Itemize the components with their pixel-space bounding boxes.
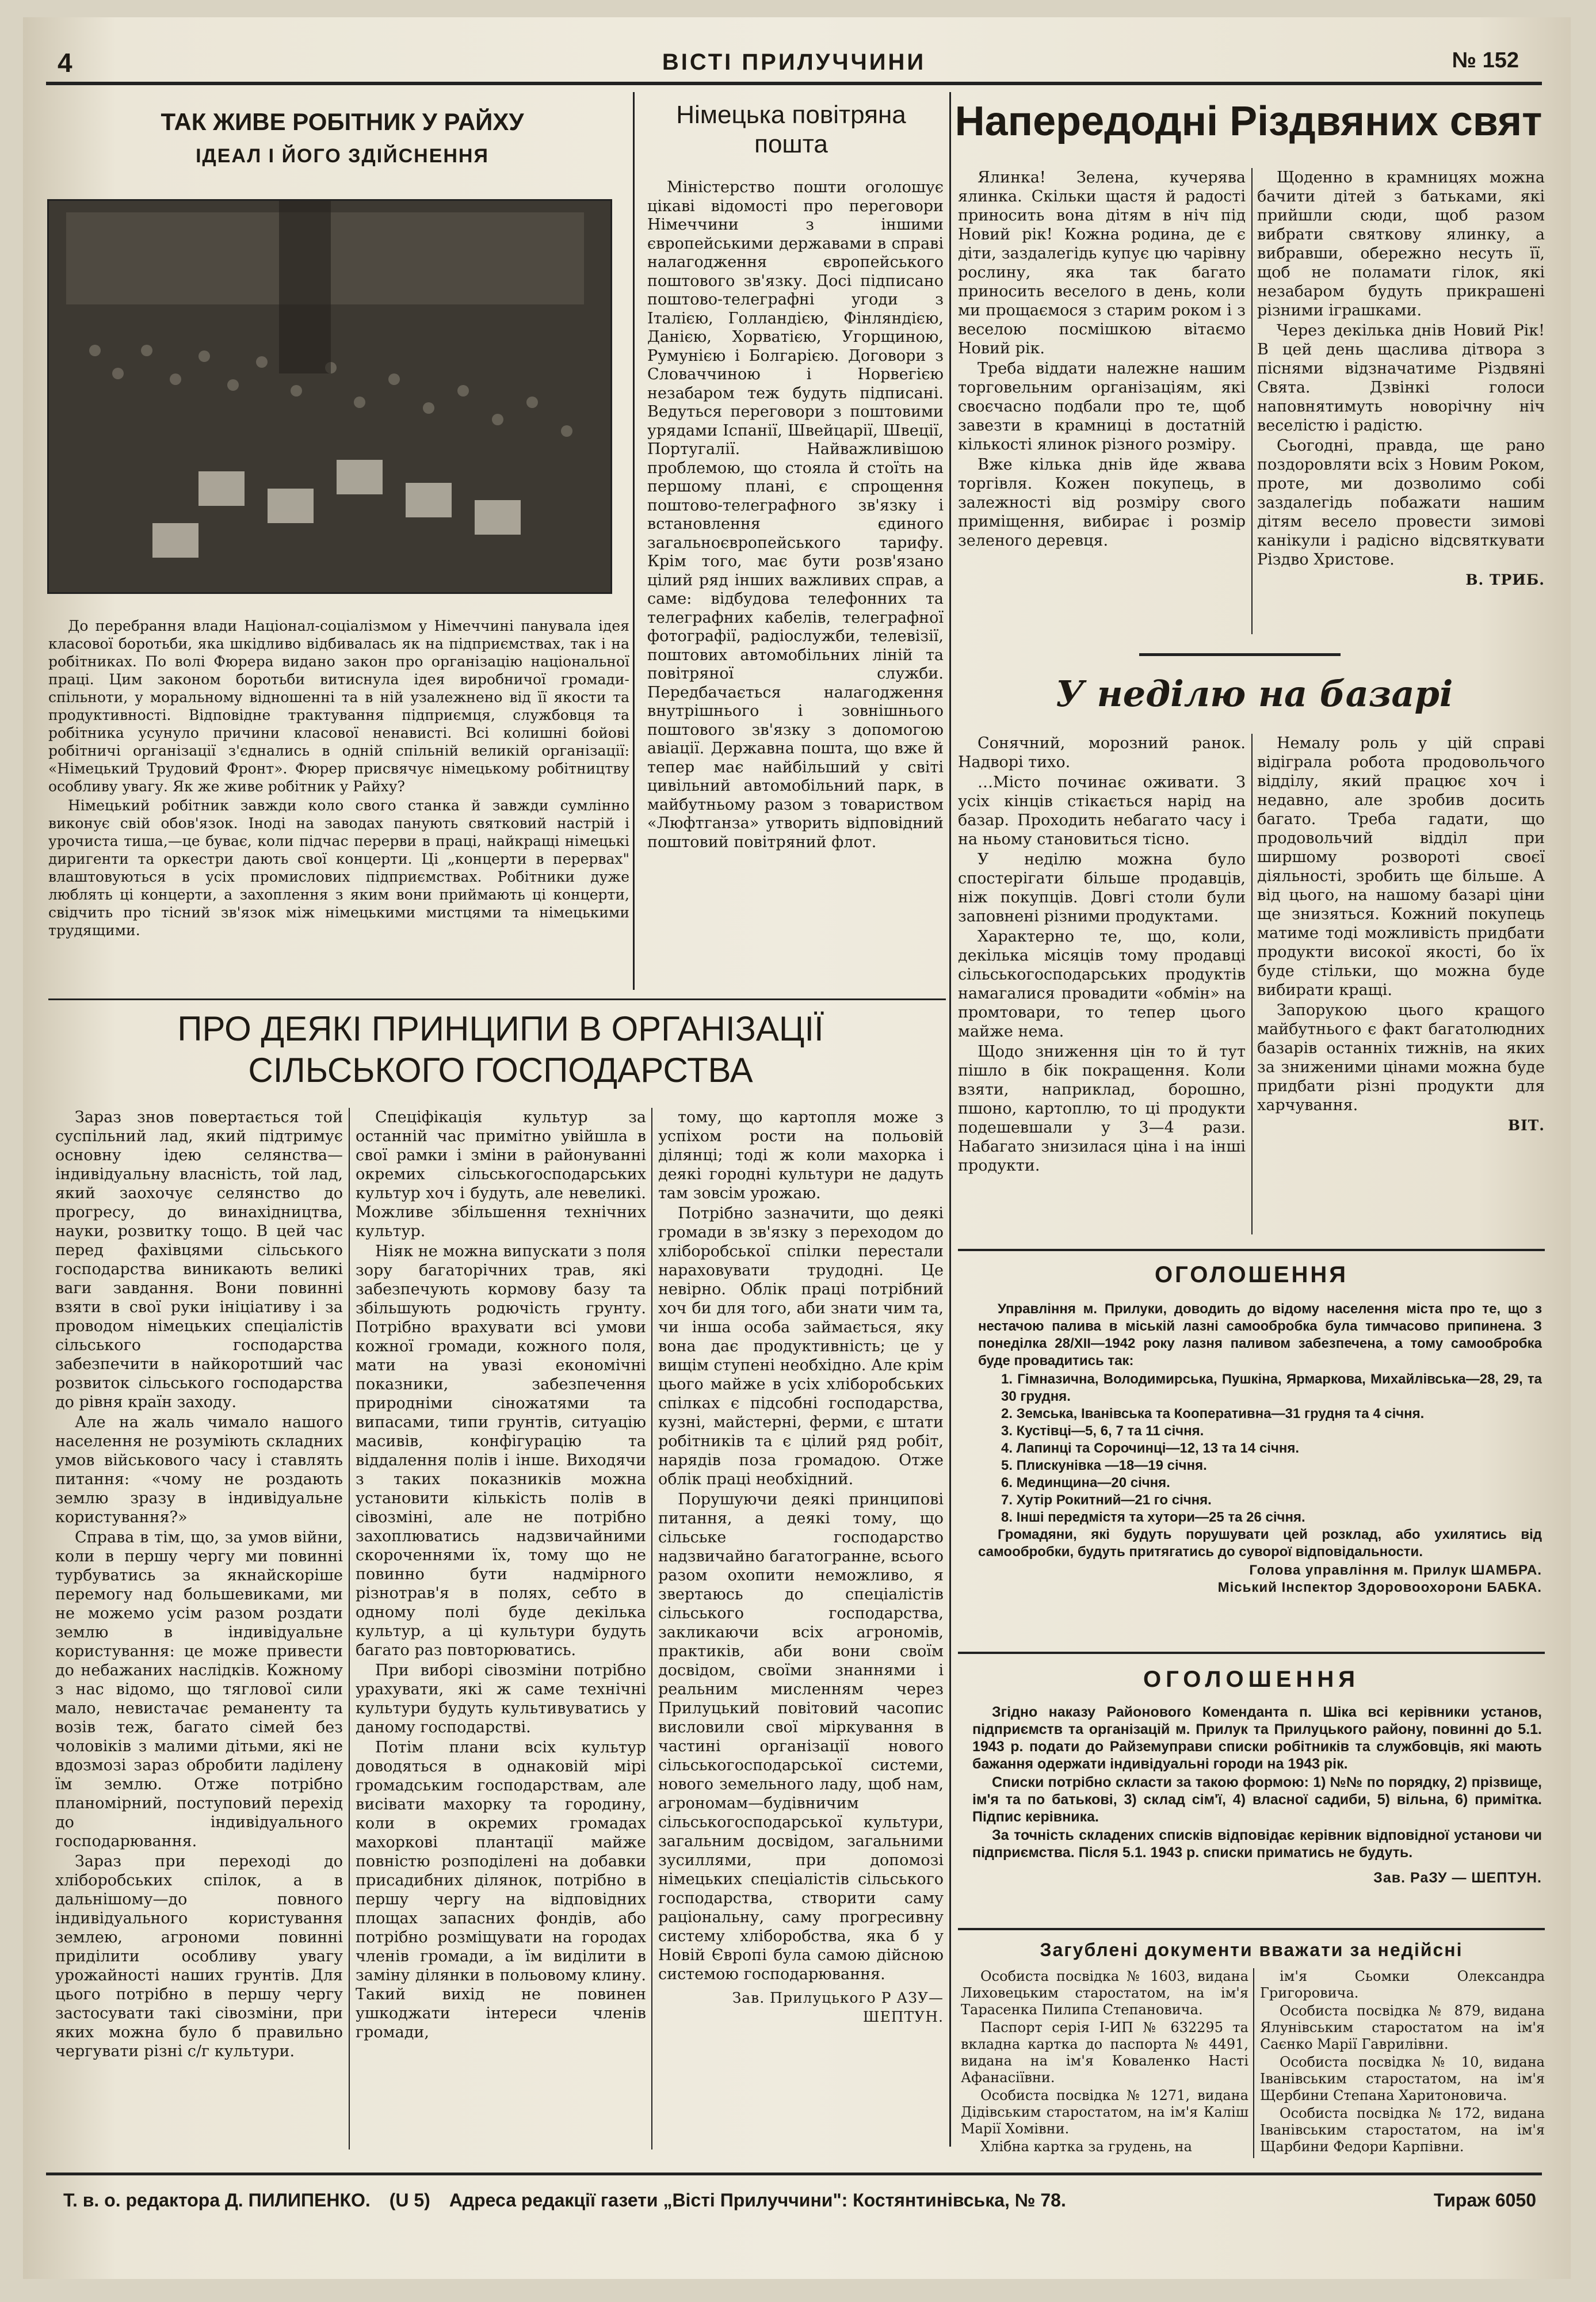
section-divider xyxy=(1139,653,1341,656)
christmas-col1 xyxy=(958,168,1246,551)
lost-doc-entry: Особиста посвідка № 1271, видана Дідівським старостатом, на ім'я Каліш Марії Хомівни. xyxy=(961,2087,1248,2137)
ad1-schedule-item: 4. Лапинці та Сорочинці—12, 13 та 14 січня. xyxy=(1001,1440,1300,1456)
airmail-text xyxy=(647,178,944,853)
agri-signature-name: ШЕПТУН. xyxy=(862,2008,944,2025)
agri-paragraph: Зараз при переході до хліборобських спілок, а в дальнішому—до повного індивідуального користування землею, агрономи повинні приділити особливу увагу урожайності наших грунтів. Для цього потрібно в першу чергу застосувати такі сівозміни, при яких можна було б правильно чергувати різні с/г культури. xyxy=(55,1853,343,2060)
workers-subtitle: ІДЕАЛ І ЙОГО ЗДІЙСНЕННЯ xyxy=(196,145,489,167)
market-paragraph: Немалу роль у цій справі відіграла робота продовольчого відділу, який працює хоч і недавно, але зробив досить багато. Треба гадати, що продовольчий відділ при ширшому розвороті своєї діяльності, зробить ще більше. А від цього, на нашому базарі ціни ще знизяться. Кожний покупець матиме тоді можливість придбати продукти високої якості, бо їх буде стільки, що можна буде вибирати кращі. xyxy=(1257,734,1545,999)
agri-paragraph: Потім плани всіх культур доводяться в однаковій мірі громадським господарствам, але висівати махорку та городину, коли в окремих громадах махоркові плантації майже повністю розподілені на добавки присадибних ділянок, потрібно в першу чергу на відповідних площах запасних фондів, або потрібно розміщувати на городах членів громади, а їм виділити в заміну ділянки в польовому клину. Такий вихід не повинен ушкоджати інтереси членів громади, xyxy=(356,1739,646,2041)
ad1-schedule-item: 3. Кустівці—5, 6, 7 та 11 січня. xyxy=(1001,1423,1204,1439)
agri-paragraph: Зараз знов повертається той суспільний лад, який підтримує основну ідею селянства—індивідуальну власність, той лад, який заохочує селянство до прогресу, до винахідництва, науки, розвитку тощо. В цей час перед фахівцями сільського господарства виникають великі ваги завдання. Вони повинні взяти в свої руки ініціативу і за проводом німецьких спеціалістів сільського господарства забезпечити в найкоротший час розвиток сільського господарства до рівня країн заходу. xyxy=(55,1108,343,1411)
market-paragraph: Запорукою цього кращого майбутнього є факт багатолюдних базарів останніх тижнів, на яких за зниженими цінами можна буде придбати різні продукти для харчування. xyxy=(1257,1001,1545,1114)
christmas-signature: В. ТРИБ. xyxy=(1465,571,1545,588)
lost-doc-entry: Паспорт серія І-ИП № 632295 та вкладна картка до паспорта № 4491, видана на ім'я Коваленко Насті Афанасіївни. xyxy=(961,2019,1248,2086)
section-divider xyxy=(48,998,946,1000)
agri-paragraph: тому, що картопля може з успіхом рости на польовій ділянці; тоді ж коли махорка і деякі городні культури не дадуть там зовсім урожаю. xyxy=(658,1108,944,1202)
market-paragraph: Сонячний, морозний ранок. Надворі тихо. xyxy=(958,734,1246,771)
workers-paragraph: Німецький робітник завжди коло свого станка й завжди сумлінно виконує свій обов'язок. Іноді на заводах панують святковий настрій і урочиста тиша,—це буває, коли підчас перерви в праці, найкращі німецькі диригенти та оркестри дають свої концерти. Ці „концерти в перервах" влаштовуються в усіх промислових підприємствах. Робітники дуже люблять ці концерти, а захоплення з яким вони приймають ці концерти, свідчить про тісний зв'язок між німецькими мистцями та німецькими трудящими. xyxy=(48,797,629,939)
christmas-col2 xyxy=(1257,168,1545,589)
issue-number: № 152 xyxy=(1452,48,1519,73)
footer-rule xyxy=(46,2173,1542,2175)
agri-paragraph: Справа в тім, що, за умов війни, коли в першу чергу ми повинні турбуватись за якнайскоріше перемогу над большевиками, ми не можемо усім разом роздати землю в індивідуальне користування: це може привести до небажаних наслідків. Кожному з нас відомо, що тяглової сили мало, невистачає реманенту та возів теж, багато сімей без чоловіків з малими дітьми, які не вдозмозі зараз обробити ладілену їм землю. Отже потрібно планомірний, поступовий перехід до індивідуального господарювання. xyxy=(55,1529,343,1850)
ad1-schedule-item: 5. Плискунівка —18—19 січня. xyxy=(1001,1458,1207,1473)
ad1-schedule-item: 8. Інші передмістя та хутори—25 та 26 січня. xyxy=(1001,1510,1305,1525)
ad1-schedule xyxy=(978,1371,1542,1526)
market-paragraph: Щодо зниження цін то й тут пішло в бік покращення. Коли взяти, наприклад, борошно, пшоно, картоплю, то ці продукти подешевшали у 3—4 рази. Набагато знизилася ціна і на інші продукти. xyxy=(958,1043,1246,1175)
ad1-schedule-item: 1. Гімназична, Володимирська, Пушкіна, Ярмаркова, Михайлівська—28, 29, та 30 грудня. xyxy=(1001,1371,1542,1404)
market-signature: ВІТ. xyxy=(1507,1117,1545,1134)
ad2-body xyxy=(972,1703,1542,1886)
agri-paragraph: Спеціфікація культур за останній час примітно увійшла в свої рамки і зміни в районуванні окремих сільськогосподарських культур хоч і будуть, але невеликі. Можливе збільшення технічних культур. xyxy=(356,1108,646,1240)
agri-title: ПРО ДЕЯКІ ПРИНЦИПИ В ОРГАНІЗАЦІЇ СІЛЬСЬКОГО ГОСПОДАРСТВА xyxy=(177,1009,824,1089)
ad2-paragraph: Згідно наказу Районового Коменданта п. Шіка всі керівники установ, підприємств та організацій м. Прилук та Прилуцького району, повинні до 5.1. 1943 р. подати до Райземуправи списки робітників та службовців, які мають бажання одержати індивідуальні городи на 1943 рік. xyxy=(972,1704,1542,1772)
workers-text xyxy=(48,617,629,940)
column-divider xyxy=(949,92,951,2147)
ad2-paragraph: Списки потрібно скласти за такою формою: 1) №№ по порядку, 2) прізвище, ім'я та по батькові, 3) склад сім'ї, 4) власної садиби, 5) вільна, 6) примітка. Підпис керівника. xyxy=(972,1774,1542,1825)
section-divider xyxy=(958,1249,1545,1251)
lost-docs-col1 xyxy=(961,1968,1248,2156)
ad1-signature-inspector: Міський Інспектор Здоровоохорони БАБКА. xyxy=(1217,1580,1542,1595)
christmas-paragraph: Ялинка! Зелена, кучерява ялинка. Скільки щастя й радості приносить вона дітям в ніч під Новий рік! Кожна родина, де є діти, заздалегідь купує цю чарівну рослину, яка так багато приносить веселого в день, коли ми прощаємося з старим роком і з веселою посмішкою вітаємо Новий рік. xyxy=(958,169,1246,357)
newspaper-title: ВІСТІ ПРИЛУЧЧИНИ xyxy=(662,49,926,75)
footer-address: Адреса редакції газети „Вісті Прилуччини": Костянтинівська, № 78. xyxy=(449,2190,1066,2210)
column-divider xyxy=(1251,734,1253,1234)
lost-doc-entry: ім'я Сьомки Олександра Григоровича. xyxy=(1260,1968,1545,2001)
ad1-body xyxy=(978,1301,1542,1596)
agri-paragraph: Але на жаль чимало нашого населення не розуміють складних умов військового часу і ставлять питання: «чому не роздають землю зразу в індивідуальне користування?» xyxy=(55,1413,343,1526)
workers-title: ТАК ЖИВЕ РОБІТНИК У РАЙХУ xyxy=(161,108,524,135)
christmas-paragraph: Щоденно в крамницях можна бачити дітей з батьками, які прийшли сюди, щоб разом вибрати святкову ялинку, а вибравши, обережно несуть її, щоб не поламати гілок, які незабаром будуть прикрашені різними іграшками. xyxy=(1257,169,1545,319)
column-divider xyxy=(1251,168,1253,634)
page-number: 4 xyxy=(58,48,72,78)
market-paragraph: У неділю можна було спостерігати більше продавців, ніж покупців. Довгі столи були заповнені різними продуктами. xyxy=(958,851,1246,925)
agri-col3 xyxy=(658,1108,944,2026)
christmas-title: Напередодні Різдвяних свят xyxy=(954,98,1542,144)
lost-doc-entry: Особиста посвідка № 1603, видана Лиховецьким старостатом, на ім'я Тарасенка Пилипа Степановича. xyxy=(961,1968,1248,2018)
lost-doc-entry: Хлібна картка за грудень, на xyxy=(980,2139,1192,2155)
footer xyxy=(63,2190,1536,2219)
workers-photo xyxy=(47,199,612,594)
ad1-schedule-item: 6. Мединщина—20 січня. xyxy=(1001,1475,1170,1491)
ad1-signature-head: Голова управління м. Прилук ШАМБРА. xyxy=(1249,1562,1542,1578)
market-col1 xyxy=(958,734,1246,1176)
christmas-paragraph: Через декілька днів Новий Рік! В цей день щаслива дітвора з піснями відзначатиме Різдвяні Свята. Дзвінкі голоси наповнятимуть новорічну ніч веселістю і радістю. xyxy=(1257,322,1545,435)
ad1-note: Громадяни, які будуть порушувати цей розклад, або ухилятись від самообробки, будуть притягатись до суворої відповідальности. xyxy=(978,1527,1542,1560)
christmas-paragraph: Треба віддати належне нашим торговельним організаціям, які своєчасно подбали про те, щоб завезти в крамниці в достатній кількості ялинок різного розміру. xyxy=(958,360,1246,453)
column-divider xyxy=(1253,1968,1254,2158)
agri-paragraph: Ніяк не можна випускати з поля зору багаторічних трав, які забезпечують кормову базу та збільшують родючість грунту. Потрібно врахувати всі умови кожної громади, кожного поля, мати на увазі економічні показники, забезпечення природніми сіножатями та випасами, типи грунтів, ситуацію масивів, конфігурацію та віддалення полів і інше. Виходячи з таких показників можна установити кількість полів в сівозміні, але не потрібно захоплюватись надзвичайними скороченнями їх, тому що не повинно бути надмірного різнотрав'я в полях, себто в одному полі буде декілька культур, а ці культури будуть багато раз повторюватись. xyxy=(356,1243,646,1659)
footer-code: (U 5) xyxy=(389,2190,430,2210)
ad1-schedule-item: 7. Хутір Рокитний—21 го січня. xyxy=(1001,1492,1212,1508)
footer-circulation: Тираж 6050 xyxy=(1433,2190,1536,2210)
lost-doc-entry: Особиста посвідка № 10, видана Іванівським старостатом, на ім'я Щербини Степана Харитоновича. xyxy=(1260,2054,1545,2103)
lost-doc-entry: Особиста посвідка № 879, видана Ялунівським старостатом на ім'я Саєнко Марії Гаврилівни. xyxy=(1260,2003,1545,2052)
column-divider xyxy=(633,92,635,990)
market-paragraph: Характерно те, що, коли, декілька місяців тому продавці сільськогосподарських продуктів намагалися провадити «обмін» на промтовари, то тепер цього майже нема. xyxy=(958,928,1246,1041)
agri-paragraph: При виборі сівозміни потрібно урахувати, які ж саме технічні культури будуть культивуватись у даному господарстві. xyxy=(356,1661,646,1736)
ad2-signature: Зав. РаЗУ — ШЕПТУН. xyxy=(1373,1870,1542,1886)
agri-paragraph: Порушуючи деякі принципові питання, а деякі тому, що сільське господарство надзвичайно багатогранне, всього разом охопити неможливо, я звертаюсь до спеціалістів сільського господарства, закликаючи всіх агрономів, практиків, аби вони своїм досвідом, своїми знаннями і реальним мисленням через Прилуцький повітовий часопис висловили свої міркування в частині організації нового сільськогосподарської системи, нового земельного ладу, щоб нам, агрономам—будівничим сільськогосподарської культури, загальним досвідом, загальними зусиллями, при допомозі німецьких спеціалістів сільського господарства, створити саму раціональну, саму прогресивну систему хліборобства, яка б у Новій Європі була самою дійсною системою господарювання. xyxy=(658,1491,944,1983)
market-col2 xyxy=(1257,734,1545,1135)
ad2-title: ОГОЛОШЕННЯ xyxy=(1143,1667,1360,1692)
airmail-title: Німецька повітряна пошта xyxy=(676,101,906,158)
agri-col2 xyxy=(356,1108,646,2043)
agri-paragraph: Потрібно зазначити, що деякі громади в зв'язку з переходом до хліборобської спілки перестали нараховувати трудодні. Це невірно. Облік праці потрібний хоч би для того, аби знати чим та, чи інша особа займається, яку вона дає продуктивність; це у вищім ступені необхідно. Але крім цього майже в усіх хліборобських спілках є підсобні господарства, кузні, майстерні, ферми, є штати робітників та є цілий ряд робіт, нарядів поза громадою. Отже облік праці необхідний. xyxy=(658,1205,944,1488)
concert-photo-illustration xyxy=(49,201,610,592)
agri-signature-title: Зав. Прилуцького Р АЗУ— xyxy=(732,1990,944,2006)
header-rule xyxy=(46,82,1542,85)
ad1-schedule-item: 2. Земська, Іванівська та Кооперативна—31 грудня та 4 січня. xyxy=(1001,1406,1425,1421)
section-divider xyxy=(958,1928,1545,1930)
market-paragraph: …Місто починає оживати. З усіх кінців стікається нарід на базар. Проходить небагато часу і на ньому становиться тісно. xyxy=(958,773,1246,848)
column-divider xyxy=(651,1108,652,2149)
lost-docs-col2 xyxy=(1260,1968,1545,2156)
christmas-paragraph: Вже кілька днів йде жвава торгівля. Кожен покупець, в залежності від розміру свого приміщення, вибирає і розмір зеленого деревця. xyxy=(958,456,1246,550)
lost-docs-title: Загублені документи вважати за недійсні xyxy=(1040,1939,1463,1960)
ad1-intro: Управління м. Прилуки, доводить до відому населення міста про те, що з нестачою палива в міській лазні самообробка була тимчасово припинена. З понеділка 28/XII—1942 року лазня паливом забезпечена, а тому самообробка буде провадитись так: xyxy=(978,1301,1542,1369)
workers-paragraph: До перебрання влади Націонал-соціалізмом у Німеччині панувала ідея класової боротьби, яка шкідливо відбивалась як на підприємствах, так і на робітниках. По волі Фюрера видано закон про організацію національної праці. Цим законом боротьби витиснула ідея виробничої громади-спільноти, у моральному відношенні та в ній узалежнено від її якости та продуктивності. Відповідне трактування підприємця, службовця та робітника усунуло причини класової ненависті. Всі колишні бойові робітничі організації з'єднались в одній спільній великій організації: «Німецький Трудовий Фронт». Фюрер присвячує німецькому робітництву особливу увагу. Як же живе робітник у Райху? xyxy=(48,618,629,795)
ad1-title: ОГОЛОШЕННЯ xyxy=(1155,1262,1348,1287)
column-divider xyxy=(349,1108,350,2149)
christmas-paragraph: Сьогодні, правда, ще рано поздоровляти всіх з Новим Роком, проте, ми дозволимо собі заздалегідь побажати нашим дітям весело провести зимові канікули і радісно відсвяткувати Різдво Христове. xyxy=(1257,437,1545,569)
ad2-paragraph: За точність складених списків відповідає керівник відповідної установи чи підприємства. Після 5.1. 1943 р. списки приматись не будуть. xyxy=(972,1827,1542,1861)
lost-doc-entry: Особиста посвідка № 172, видана Іванівським старостатом, на ім'я Щарбини Федори Карпівни. xyxy=(1260,2105,1545,2155)
market-title: У неділю на базарі xyxy=(1055,673,1453,715)
footer-editor: Т. в. о. редактора Д. ПИЛИПЕНКО. xyxy=(63,2190,371,2210)
airmail-paragraph: Міністерство пошти оголошує цікаві відомості про переговори Німеччини з іншими європейськими державами в справі налагодження європейського поштового зв'язку. Досі підписано поштово-телеграфні угоди з Італією, Голландією, Фінляндією, Данією, Хорватією, Угорщиною, Румунією і Болгарією. Договори з Словаччиною і Норвегією незабаром теж будуть підписані. Ведуться переговори з поштовими урядами Іспанії, Швейцарії, Швеції, Португалії. Найважливішою проблемою, що стояла й стоїть на першому плані, є спрощення поштово-телеграфного зв'язку і встановлення єдиного загальноєвропейського тарифу. Крім того, має бути розв'язано цілий ряд інших важливих справ, а саме: відбудова телефонних та телеграфних кабелів, телеграфної фотографії, радіослужби, телевізії, поштових автомобільних ліній та повітряної служби. Передбачається налагодження внутрішнього і зовнішнього поштового зв'язку з допомогою авіації. Державна пошта, що вже й тепер має найбільший у світі цивільний автомобільний парк, в майбутньому разом з товариством «Люфтганза» утворить відповідний поштовий повітряний флот. xyxy=(647,178,944,851)
section-divider xyxy=(958,1652,1545,1654)
agri-col1 xyxy=(55,1108,343,2062)
